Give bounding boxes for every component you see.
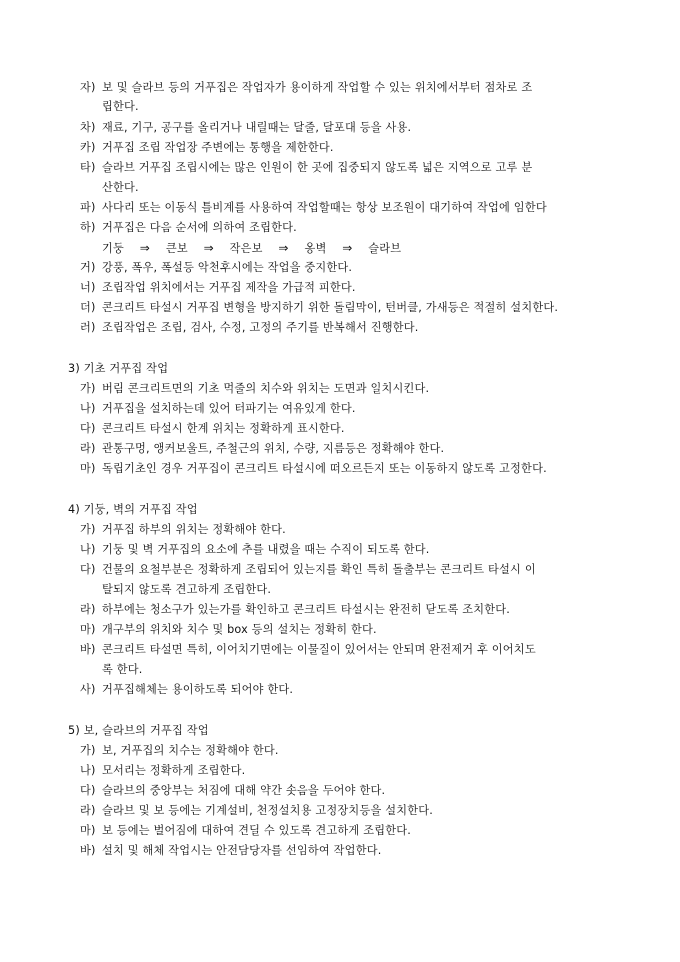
item-marker: 자) [80,81,96,94]
item-text: 재료, 기구, 공구를 올리거나 내릴때는 달줄, 달포대 등을 사용. [102,121,412,134]
item-text: 개구부의 위치와 치수 및 box 등의 설치는 정확히 한다. [102,623,377,636]
item-text: 콘크리트 타설시 한계 위치는 정확하게 표시한다. [102,422,345,435]
sequence-step: 옹벽 [304,242,327,255]
item-marker: 다) [80,422,96,435]
list-item [80,523,286,537]
item-marker: 나) [80,402,96,415]
list-item [80,683,293,697]
item-marker: 라) [80,804,96,817]
item-continuation: 산한다. [102,181,139,194]
item-marker: 너) [80,281,96,294]
list-item [80,161,532,175]
list-item [80,824,411,838]
item-text: 강풍, 폭우, 폭설등 악천후시에는 작업을 중지한다. [102,261,353,274]
item-marker: 러) [80,321,96,334]
item-text: 보, 거푸집의 치수는 정확해야 한다. [102,744,279,757]
item-text: 슬라브 거푸집 조립시에는 많은 인원이 한 곳에 집중되지 않도록 넓은 지역으로 고루 분 [102,161,533,174]
item-marker: 사) [80,683,96,696]
list-item [80,422,345,436]
item-text: 슬라브 및 보 등에는 기계설비, 천정설치용 고정장치등을 설치한다. [102,804,433,817]
double-arrow-icon: ⇒ [139,241,151,255]
item-text: 하부에는 청소구가 있는가를 확인하고 콘크리트 타설시는 완전히 닫도록 조치한다. [102,603,511,616]
sequence-step: 큰보 [165,242,188,255]
list-item [80,764,245,778]
item-text: 거푸집은 다음 순서에 의하여 조립한다. [102,221,297,234]
item-text: 조립작업 위치에서는 거푸집 제작을 가급적 피한다. [102,281,356,294]
item-text: 버림 콘크리트면의 기초 먹줄의 치수와 위치는 도면과 일치시킨다. [102,382,430,395]
item-text: 기둥 및 벽 거푸집의 요소에 추를 내렸을 때는 수직이 되도록 한다. [102,543,430,556]
item-text: 거푸집 하부의 위치는 정확해야 한다. [102,523,286,536]
list-item [80,744,279,758]
list-item [80,462,547,476]
item-marker: 더) [80,301,96,314]
sequence-step: 작은보 [229,242,263,255]
list-item [80,261,352,275]
item-continuation: 록 한다. [102,663,143,676]
item-text: 슬라브의 중앙부는 처짐에 대해 약간 솟음을 두어야 한다. [102,784,386,797]
list-item [80,844,381,858]
list-item [80,402,356,416]
item-marker: 마) [80,824,96,837]
double-arrow-icon: ⇒ [203,241,214,255]
item-marker: 차) [80,121,96,134]
assembly-sequence [102,241,401,256]
item-continuation: 탈되지 않도록 견고하게 조립한다. [102,583,272,596]
item-marker: 다) [80,784,96,797]
item-marker: 가) [80,382,96,395]
list-item [80,81,532,95]
double-arrow-icon: ⇒ [278,241,289,255]
list-item [80,643,536,657]
item-text: 설치 및 해체 작업시는 안전담당자를 선임하여 작업한다. [102,844,382,857]
item-text: 거푸집해체는 용이하도록 되어야 한다. [102,683,294,696]
item-marker: 거) [80,261,96,274]
item-text: 조립작업은 조립, 검사, 수정, 고정의 주기를 반복해서 진행한다. [102,321,419,334]
item-marker: 다) [80,563,96,576]
list-item [80,784,385,798]
list-item [80,442,444,456]
double-arrow-icon: ⇒ [342,241,353,255]
item-text: 콘크리트 타설시 거푸집 변형을 방지하기 위한 돌림막이, 턴버클, 가새등은 적절히 설치한다. [102,301,559,314]
item-text: 건물의 요철부분은 정확하게 조립되어 있는지를 확인 특히 돌출부는 콘크리트 타설시 이 [102,563,536,576]
item-marker: 가) [80,523,96,536]
item-text: 관통구멍, 앵커보울트, 주철근의 위치, 수량, 지름등은 정확해야 한다. [102,442,445,455]
item-marker: 나) [80,764,96,777]
list-item [80,141,334,155]
item-marker: 바) [80,844,96,857]
list-item [80,382,429,396]
item-text: 거푸집을 설치하는데 있어 터파기는 여유있게 한다. [102,402,356,415]
list-item [80,201,547,215]
item-marker: 마) [80,623,96,636]
list-item [80,321,419,335]
item-marker: 나) [80,543,96,556]
section-heading: 5) 보, 슬라브의 거푸집 작업 [68,724,209,737]
item-text: 사다리 또는 이동식 틀비계를 사용하여 작업할때는 항상 보조원이 대기하여 작업에 임한다 [102,201,547,214]
list-item [80,804,433,818]
list-item [80,281,356,295]
item-marker: 가) [80,744,96,757]
sequence-step: 슬라브 [368,242,402,255]
list-item [80,603,510,617]
section-heading: 3) 기초 거푸집 작업 [68,362,169,375]
item-marker: 마) [80,462,96,475]
item-marker: 파) [80,201,96,214]
item-marker: 라) [80,603,96,616]
list-item [80,121,411,135]
list-item [80,221,297,235]
item-continuation: 립한다. [102,100,139,113]
item-text: 콘크리트 타설면 특히, 이어치기면에는 이물질이 있어서는 안되며 완전제거 후 이어치도 [102,643,536,656]
item-marker: 하) [80,221,96,234]
item-marker: 바) [80,643,96,656]
list-item [80,563,536,577]
item-marker: 카) [80,141,96,154]
item-text: 거푸집 조립 작업장 주변에는 통행을 제한한다. [102,141,334,154]
item-marker: 라) [80,442,96,455]
item-text: 독립기초인 경우 거푸집이 콘크리트 타설시에 떠오르든지 또는 이동하지 않도록 고정한다. [102,462,547,475]
item-text: 보 등에는 벌어짐에 대하여 견딜 수 있도록 견고하게 조립한다. [102,824,411,837]
item-text: 모서리는 정확하게 조립한다. [102,764,246,777]
list-item [80,301,558,315]
section-heading: 4) 기둥, 벽의 거푸집 작업 [68,503,198,516]
item-marker: 타) [80,161,96,174]
list-item [80,623,377,637]
sequence-step: 기둥 [102,242,125,255]
item-text: 보 및 슬라브 등의 거푸집은 작업자가 용이하게 작업할 수 있는 위치에서부터 점차로 조 [102,81,533,94]
list-item [80,543,430,557]
